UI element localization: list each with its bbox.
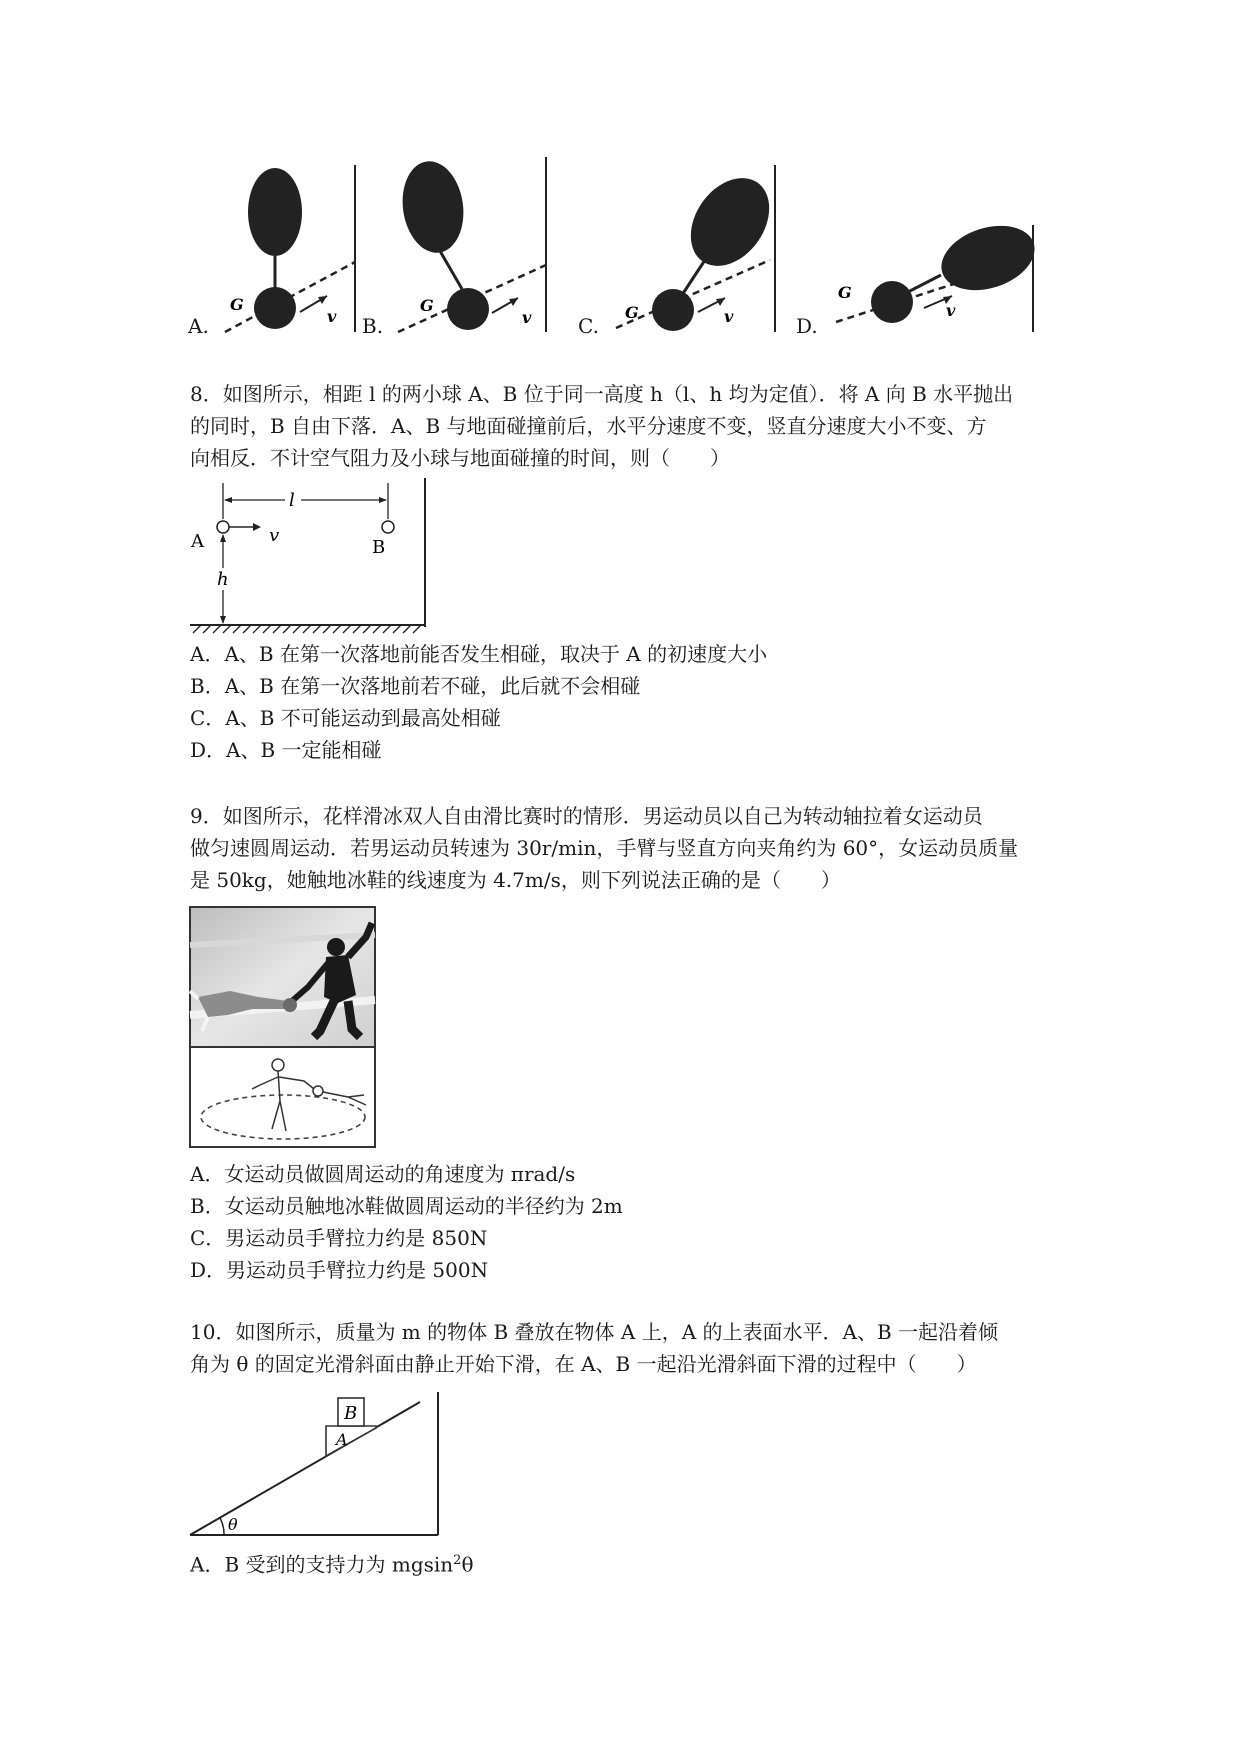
q9-option-a: A．女运动员做圆周运动的角速度为 πrad/s (190, 1162, 576, 1186)
q9-option-b: B．女运动员触地冰鞋做圆周运动的半径约为 2m (190, 1194, 623, 1218)
q7-g-label-a: G (230, 295, 244, 314)
q7-v-label-b: v (522, 308, 532, 327)
q10-option-a-tail: θ (461, 1552, 474, 1577)
q8-figure (185, 475, 430, 635)
q9-stem-line: 9．如图所示，花样滑冰双人自由滑比赛时的情形．男运动员以自己为转动轴拉着女运动员 (190, 804, 983, 828)
q10-stem-line: 10．如图所示，质量为 m 的物体 B 叠放在物体 A 上，A 的上表面水平．A、B 一起沿着倾 (190, 1320, 998, 1344)
q10-stem-line: 角为 θ 的固定光滑斜面由静止开始下滑，在 A、B 一起沿光滑斜面下滑的过程中（ ） (190, 1352, 977, 1376)
q10-fig-label-theta: θ (228, 1515, 238, 1534)
q8-stem-line: 的同时，B 自由下落．A、B 与地面碰撞前后，水平分速度不变，竖直分速度大小不变、方 (190, 414, 987, 438)
q7-v-label-d: v (946, 301, 956, 320)
q8-fig-label-v: v (269, 525, 280, 546)
q7-v-label-c: v (724, 307, 734, 326)
q8-options (190, 638, 1060, 766)
q10-fig-label-b: B (344, 1403, 358, 1424)
q8-option-d: D．A、B 一定能相碰 (190, 738, 382, 762)
q10-figure (188, 1390, 443, 1540)
q7-g-label-d: G (838, 283, 852, 302)
q9-stem-line: 是 50kg，她触地冰鞋的线速度为 4.7m/s，则下列说法正确的是（ ） (190, 868, 841, 892)
q7-g-label-b: G (420, 296, 434, 315)
q7-figure-a (215, 160, 360, 340)
q7-figure-b (390, 155, 550, 340)
q8-fig-label-b: B (372, 537, 386, 558)
q7-option-a-letter: A. (188, 314, 209, 338)
q10-option-a (190, 1545, 1060, 1581)
q7-option-b-letter: B. (362, 314, 384, 338)
q7-option-d-letter: D. (796, 314, 818, 338)
q7-figure-d (828, 220, 1038, 340)
q8-stem (190, 378, 1060, 474)
q9-stem (190, 800, 1060, 896)
q8-stem-line: 8．如图所示，相距 l 的两小球 A、B 位于同一高度 h（l、h 均为定值）．将 A 向 B 水平抛出 (190, 382, 1014, 406)
q9-figure (188, 905, 380, 1150)
q9-options (190, 1158, 1060, 1286)
q7-options (0, 0, 1241, 350)
q8-option-c: C．A、B 不可能运动到最高处相碰 (190, 706, 501, 730)
q8-option-b: B．A、B 在第一次落地前若不碰，此后就不会相碰 (190, 674, 641, 698)
q8-fig-label-a: A (191, 531, 204, 552)
q10-option-a-text: A．B 受到的支持力为 mgsin (190, 1552, 454, 1577)
q10-fig-label-a: A (336, 1430, 348, 1449)
q9-stem-line: 做匀速圆周运动．若男运动员转速为 30r/min，手臂与竖直方向夹角约为 60°，女运动员质量 (190, 836, 1019, 860)
q7-figure-c (610, 160, 780, 340)
q8-fig-label-l: l (289, 490, 295, 511)
q7-option-c-letter: C. (578, 314, 599, 338)
q10-stem (190, 1316, 1060, 1380)
q7-v-label-a: v (327, 307, 337, 326)
q10-option-a-sup: 2 (453, 1553, 462, 1568)
q8-fig-label-h: h (217, 569, 229, 590)
q8-stem-line: 向相反．不计空气阻力及小球与地面碰撞的时间，则（ ） (190, 446, 730, 470)
q7-g-label-c: G (625, 303, 639, 322)
q8-option-a: A．A、B 在第一次落地前能否发生相碰，取决于 A 的初速度大小 (190, 642, 768, 666)
q9-option-c: C．男运动员手臂拉力约是 850N (190, 1226, 488, 1250)
q9-option-d: D．男运动员手臂拉力约是 500N (190, 1258, 489, 1282)
